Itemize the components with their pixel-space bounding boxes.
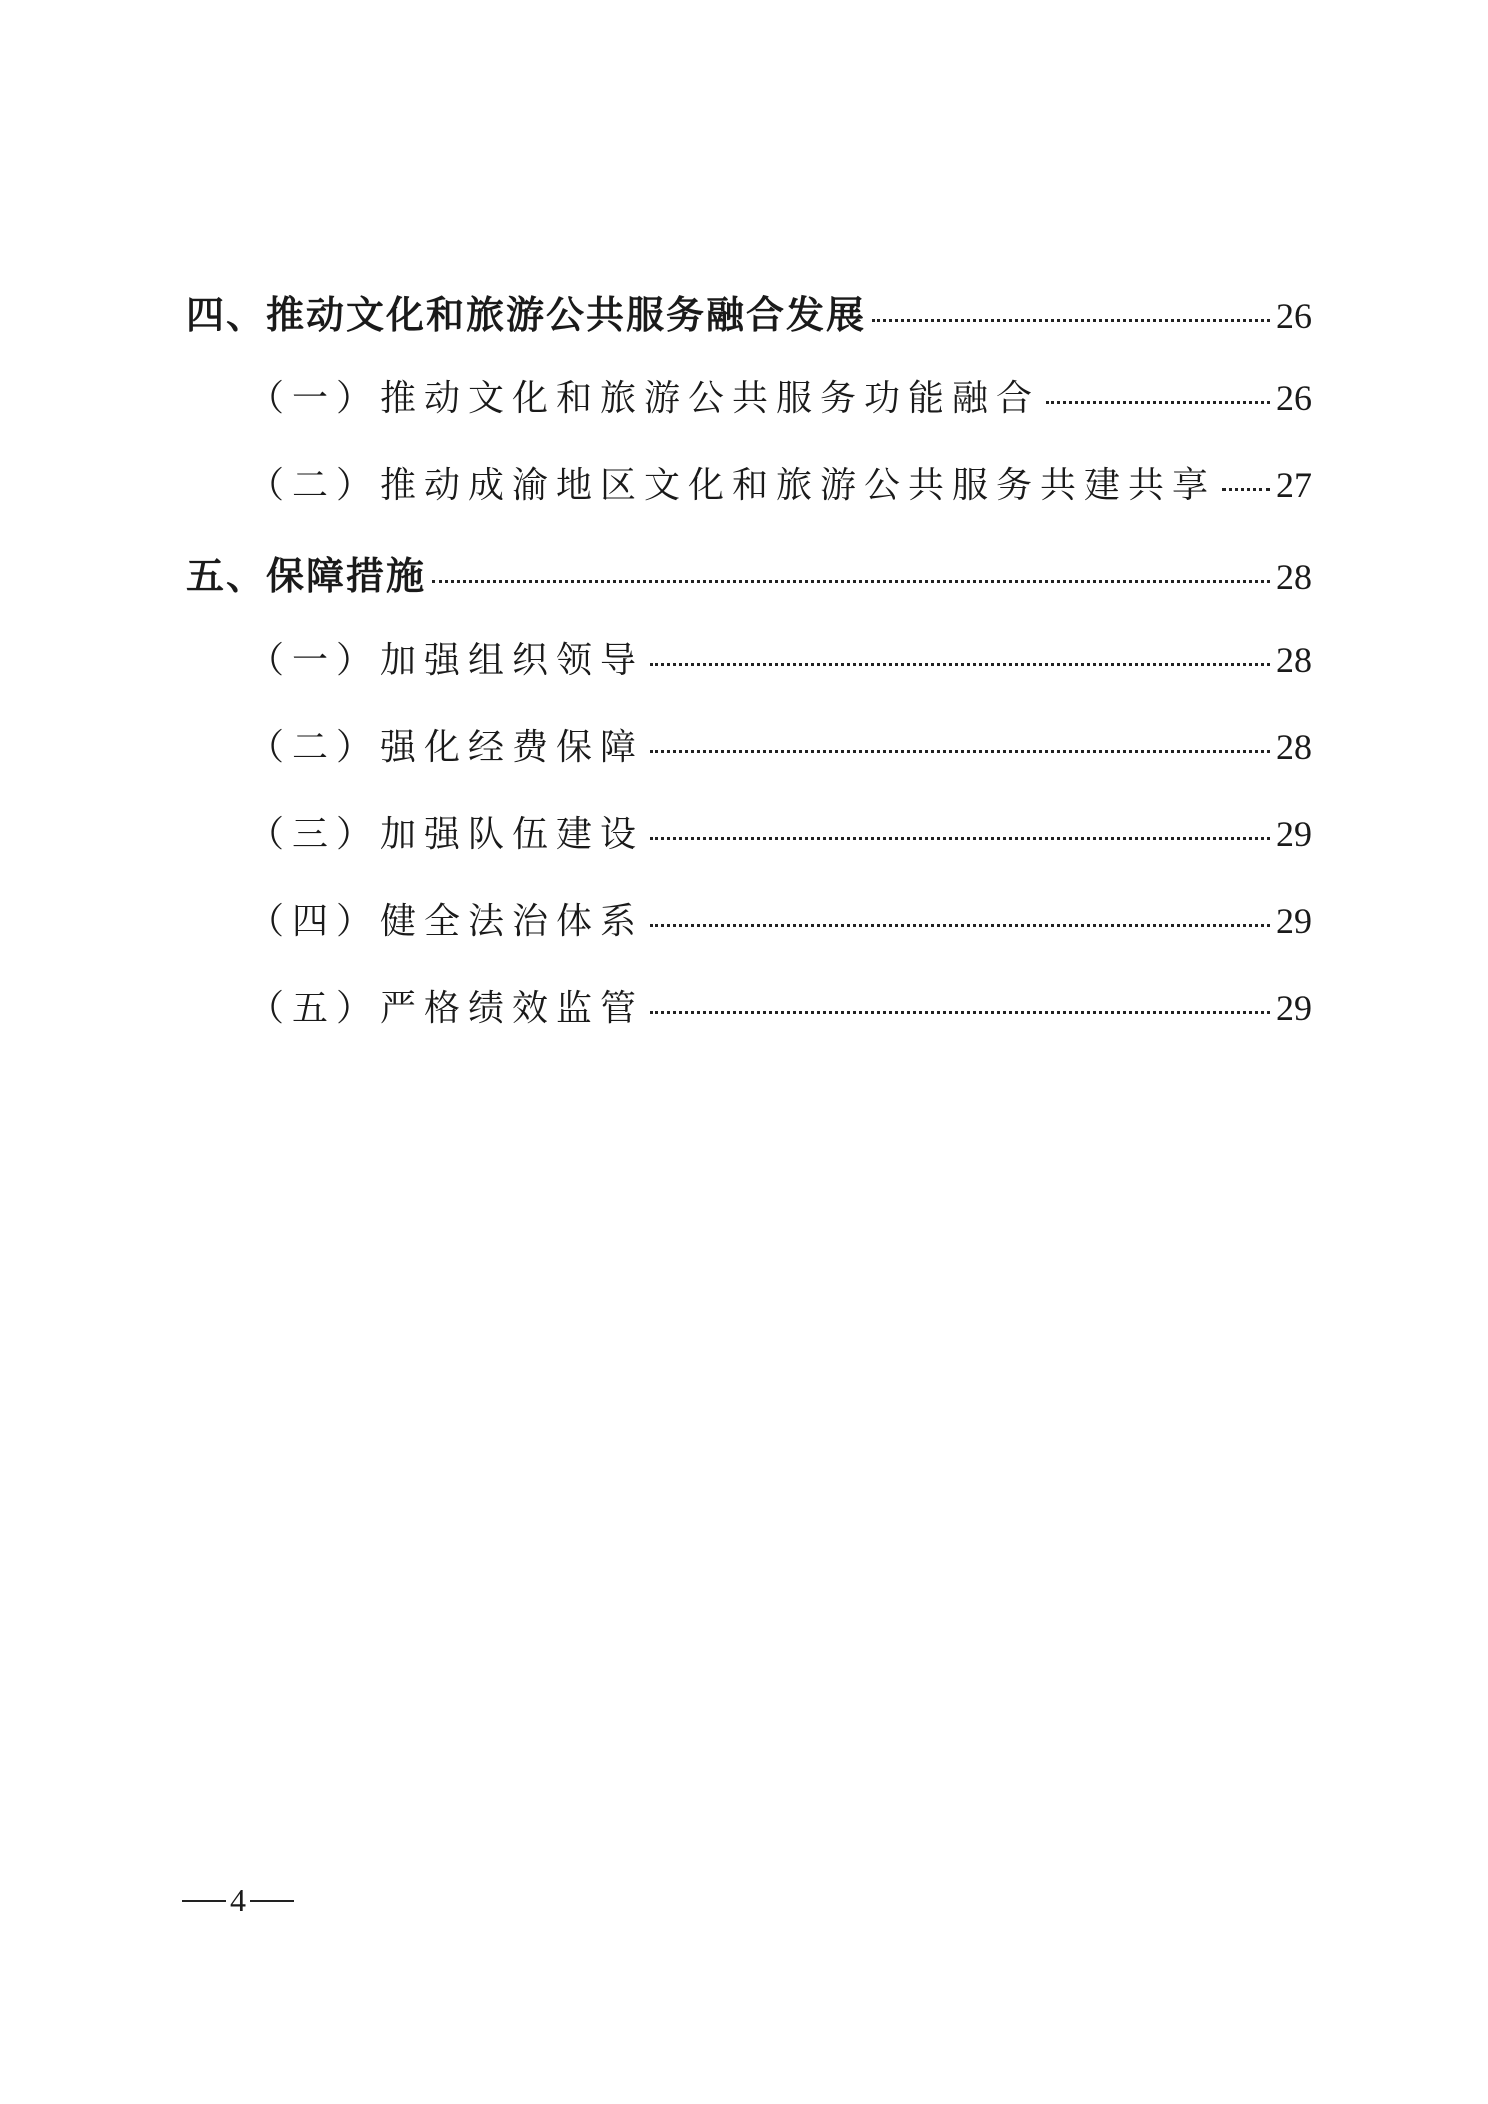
dash-left: [182, 1900, 226, 1902]
toc-entry-section-5-1[interactable]: [248, 632, 1312, 692]
toc-entry-title: （二）强化经费保障: [248, 727, 645, 768]
toc-entry-section-5-5[interactable]: [248, 980, 1312, 1040]
toc-entry-page: 28: [1276, 557, 1312, 597]
toc-entry-section-5-4[interactable]: [248, 893, 1312, 953]
toc-entry-section-4-1[interactable]: [248, 370, 1312, 430]
toc-leader-dots: [650, 750, 1270, 753]
toc-entry-title: （二）推动成渝地区文化和旅游公共服务共建共享: [248, 465, 1217, 506]
toc-entry-section-4[interactable]: [186, 284, 1312, 344]
toc-entry-page: 29: [1276, 901, 1312, 941]
toc-leader-dots: [650, 663, 1270, 666]
toc-entry-page: 27: [1276, 465, 1312, 505]
toc-entry-title: （四）健全法治体系: [248, 901, 645, 942]
toc-entry-title: （五）严格绩效监管: [248, 988, 645, 1029]
toc-entry-title: 五、保障措施: [186, 554, 427, 598]
toc-leader-dots: [872, 319, 1270, 322]
toc-entry-section-5-3[interactable]: [248, 806, 1312, 866]
toc-entry-page: 26: [1276, 296, 1312, 336]
page-number-value: 4: [230, 1882, 246, 1918]
toc-entry-section-4-2[interactable]: [248, 457, 1312, 517]
page-footer-number: [178, 1882, 298, 1919]
toc-entry-title: （一）推动文化和旅游公共服务功能融合: [248, 378, 1041, 419]
toc-entry-title: （三）加强队伍建设: [248, 814, 645, 855]
toc-leader-dots: [1222, 488, 1270, 491]
toc-leader-dots: [1046, 401, 1270, 404]
toc-leader-dots: [650, 924, 1270, 927]
toc-entry-section-5-2[interactable]: [248, 719, 1312, 779]
toc-entry-page: 29: [1276, 814, 1312, 854]
toc-leader-dots: [650, 837, 1270, 840]
toc-leader-dots: [432, 580, 1270, 583]
toc-leader-dots: [650, 1011, 1270, 1014]
toc-entry-section-5[interactable]: [186, 545, 1312, 605]
toc-entry-page: 26: [1276, 378, 1312, 418]
toc-entry-page: 28: [1276, 640, 1312, 680]
dash-right: [250, 1900, 294, 1902]
toc-entry-title: （一）加强组织领导: [248, 640, 645, 681]
toc-entry-page: 28: [1276, 727, 1312, 767]
toc-entry-title: 四、推动文化和旅游公共服务融合发展: [186, 293, 867, 337]
toc-entry-page: 29: [1276, 988, 1312, 1028]
